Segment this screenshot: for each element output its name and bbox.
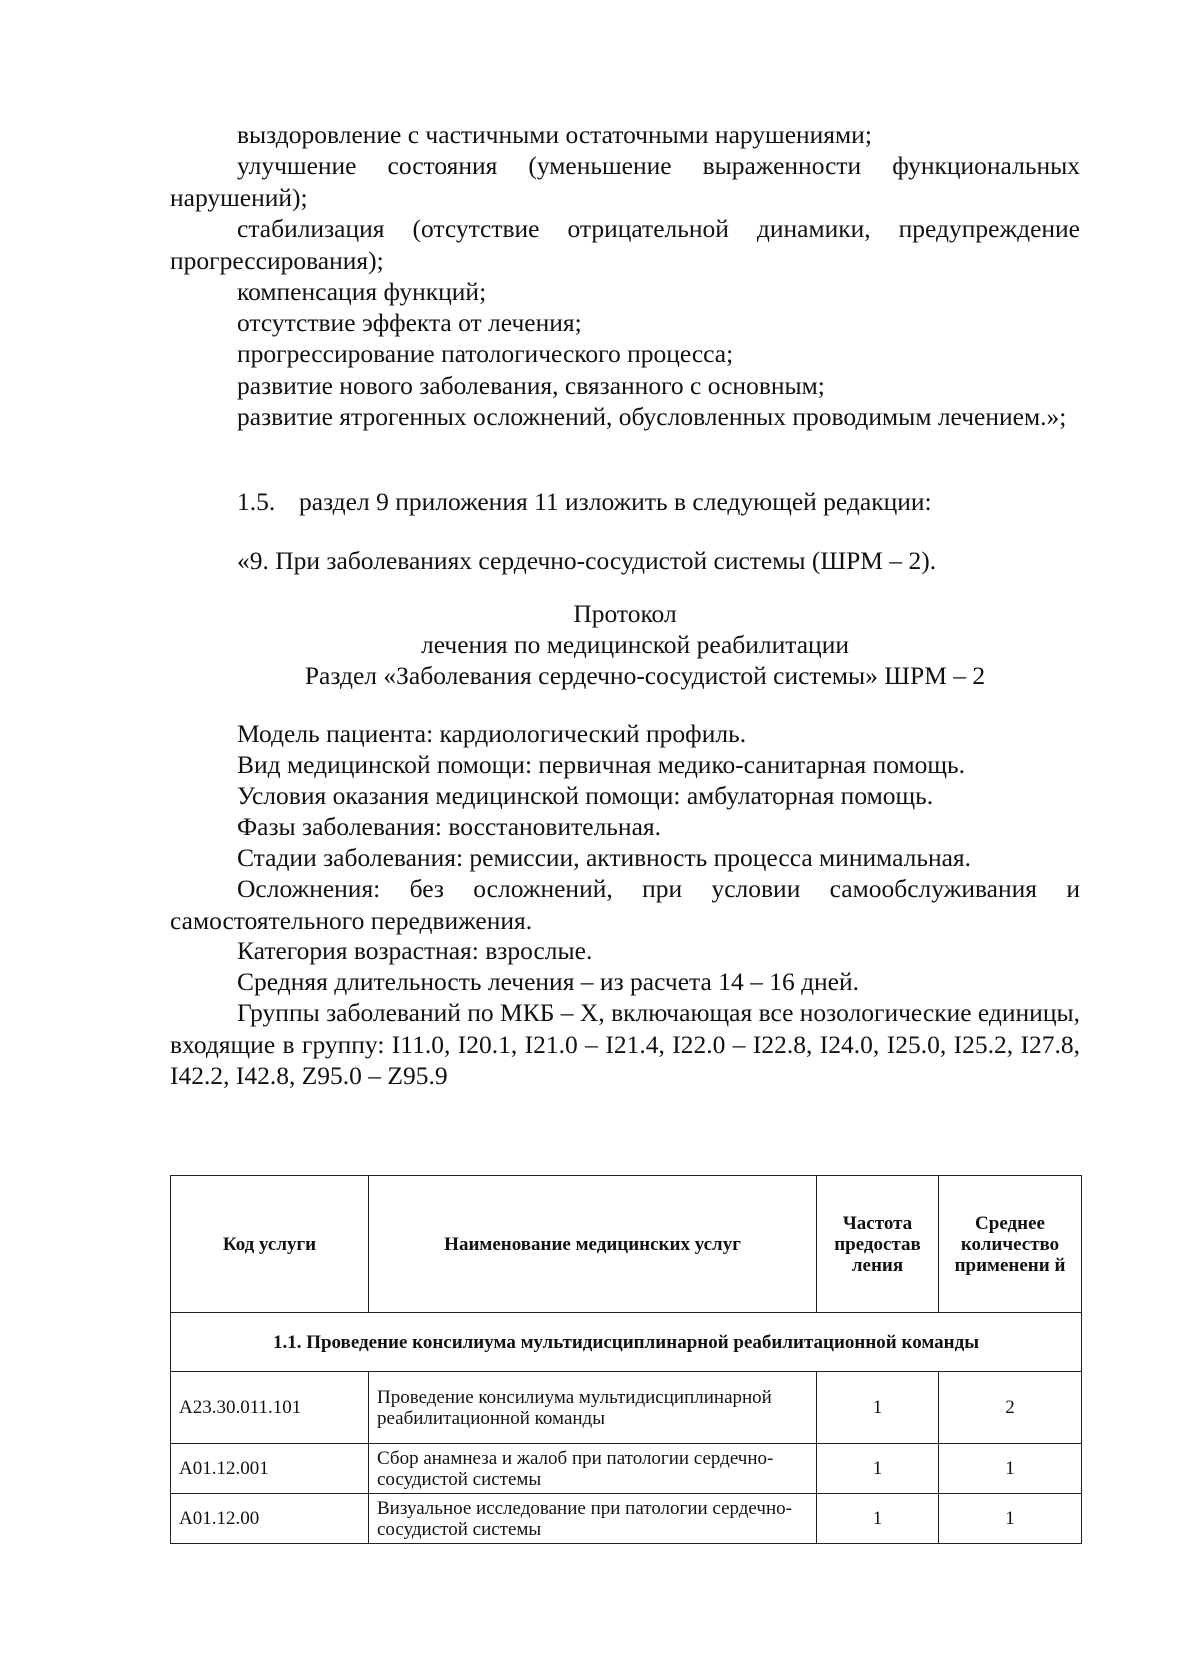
protocol-subtitle: лечения по медицинской реабилитации (421, 630, 849, 659)
clause-number: 1.5. (237, 487, 276, 516)
param-patient-model: Модель пациента: кардиологический профиль. (237, 719, 747, 748)
outcome-item: отсутствие эффекта от лечения; (237, 308, 582, 337)
section-title: 1.1. Проведение консилиума мультидисциплинарной реабилитационной команды (171, 1313, 1082, 1372)
header-average: Среднее количество применени й (939, 1176, 1082, 1313)
protocol-section: Раздел «Заболевания сердечно-сосудистой системы» ШРМ – 2 (304, 661, 986, 690)
outcome-item: прогрессирование патологического процесса; (237, 339, 734, 368)
param-care-type: Вид медицинской помощи: первичная медико-санитарная помощь. (237, 750, 966, 779)
services-table (170, 1175, 1082, 1544)
param-phase: Фазы заболевания: восстановительная. (237, 812, 661, 841)
outcome-item: улучшение состояния (уменьшение выраженности функциональных нарушений); (170, 151, 1080, 212)
param-complications: Осложнения: без осложнений, при условии самообслуживания и самостоятельного передвижения. (170, 874, 1080, 935)
service-frequency: 1 (817, 1444, 939, 1494)
header-code: Код услуги (171, 1176, 369, 1313)
clause-1-5 (170, 486, 1080, 518)
outcome-item: развитие ятрогенных осложнений, обусловленных проводимым лечением.»; (237, 402, 1067, 431)
service-average: 1 (939, 1444, 1082, 1494)
service-average: 2 (939, 1372, 1082, 1444)
param-duration: Средняя длительность лечения – из расчета 14 – 16 дней. (237, 967, 860, 996)
table-section-row (171, 1313, 1082, 1372)
service-frequency: 1 (817, 1372, 939, 1444)
table-header-row (171, 1176, 1082, 1313)
outcome-item: развитие нового заболевания, связанного с основным; (237, 371, 825, 400)
service-frequency: 1 (817, 1494, 939, 1544)
outcome-item: выздоровление с частичными остаточными нарушениями; (237, 120, 872, 149)
service-code: A01.12.00 (171, 1494, 369, 1544)
section-heading: «9. При заболеваниях сердечно-сосудистой системы (ШРМ – 2). (237, 546, 937, 575)
header-frequency: Частота предостав ления (817, 1176, 939, 1313)
service-average: 1 (939, 1494, 1082, 1544)
param-icd-groups: Группы заболеваний по МКБ – X, включающая все нозологические единицы, входящие в группу: I11.0, I20.1, I21.0 – I21.4, I22.0 – I22.8, I24.0, I25.0, I25.2, I27.8, I42.2, I42.8, Z95.0 – Z95.9 (170, 998, 1080, 1090)
service-name: Визуальное исследование при патологии сердечно-сосудистой системы (369, 1494, 817, 1544)
service-name: Проведение консилиума мультидисциплинарной реабилитационной команды (369, 1372, 817, 1444)
service-name: Сбор анамнеза и жалоб при патологии сердечно-сосудистой системы (369, 1444, 817, 1494)
outcome-item: стабилизация (отсутствие отрицательной динамики, предупреждение прогрессирования); (170, 214, 1080, 275)
outcome-item: компенсация функций; (237, 277, 487, 306)
param-care-conditions: Условия оказания медицинской помощи: амбулаторная помощь. (237, 781, 934, 810)
table-row (171, 1444, 1082, 1494)
protocol-title: Протокол (573, 599, 677, 628)
clause-text: раздел 9 приложения 11 изложить в следующей редакции: (299, 487, 932, 516)
param-stage: Стадии заболевания: ремиссии, активность процесса минимальная. (237, 843, 972, 872)
table-row (171, 1494, 1082, 1544)
table-row (171, 1372, 1082, 1444)
service-code: A01.12.001 (171, 1444, 369, 1494)
service-code: A23.30.011.101 (171, 1372, 369, 1444)
header-name: Наименование медицинских услуг (369, 1176, 817, 1313)
param-age-category: Категория возрастная: взрослые. (237, 936, 593, 965)
